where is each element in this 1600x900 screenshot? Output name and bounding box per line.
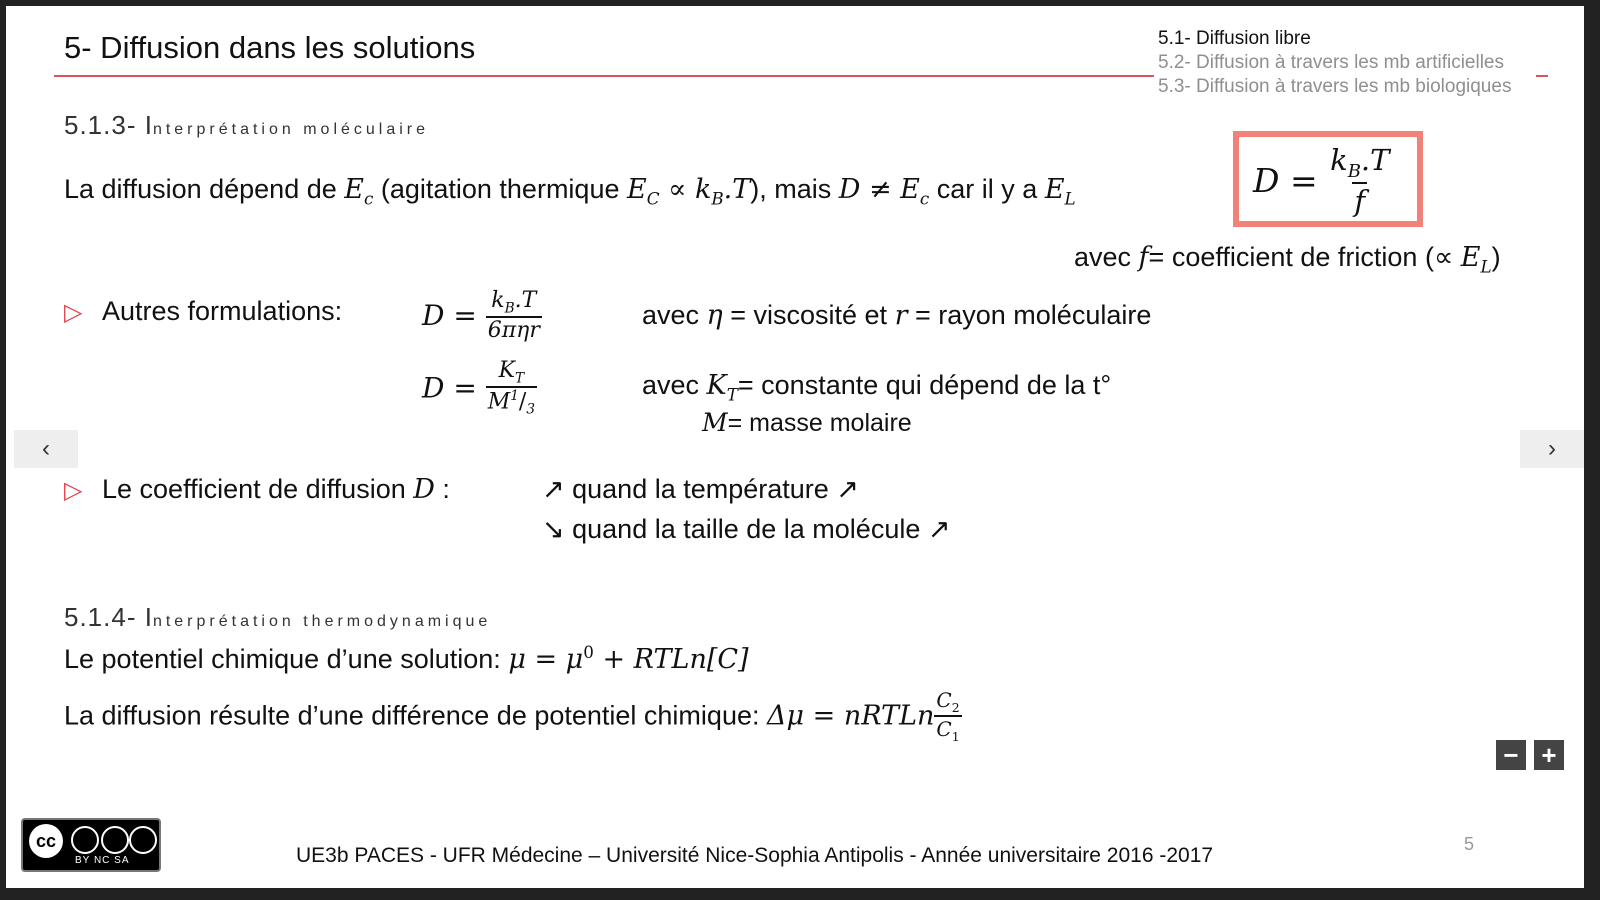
highlighted-formula-box bbox=[1233, 131, 1423, 227]
license-labels: BY NC SA bbox=[75, 855, 130, 866]
autres-formulations-label: Autres formulations: bbox=[102, 296, 343, 326]
friction-coefficient-note: avec f= coefficient de friction (∝ $E_L$) bbox=[1074, 242, 1501, 277]
formula-kt-molar-mass: D = $\frac{K_T}{M^1/_3}$ bbox=[422, 358, 536, 419]
by-icon bbox=[71, 826, 99, 854]
chemical-potential-line: Le potentiel chimique d’une solution: $\mu = \mu^0$ + RTLn[C] bbox=[64, 642, 749, 675]
nav-marker bbox=[1536, 75, 1548, 77]
zoom-out-button[interactable] bbox=[1496, 740, 1526, 770]
cc-logo-icon: cc bbox=[29, 824, 63, 858]
minus-icon: − bbox=[1503, 740, 1519, 770]
section-heading-thermodynamic: 5.1.4- Interprétation thermodynamique bbox=[64, 602, 492, 632]
kt-description: avec $K_T=$ constante qui dépend de la t° bbox=[642, 370, 1112, 405]
previous-slide-button[interactable] bbox=[14, 430, 78, 468]
slide-title: 5- Diffusion dans les solutions bbox=[64, 30, 476, 65]
viscosity-description: avec η = viscosité et r = rayon moléculaire bbox=[642, 300, 1152, 331]
footer-text: UE3b PACES - UFR Médecine – Université Nice-Sophia Antipolis - Année universitaire 2016 -2017 bbox=[296, 844, 1214, 867]
title-rule bbox=[54, 75, 1154, 77]
creative-commons-license-badge bbox=[21, 818, 161, 872]
chevron-right-icon: › bbox=[1548, 435, 1556, 462]
temperature-effect: ↗ quand la température ↗ bbox=[542, 474, 859, 504]
nav-item-diffusion-libre[interactable]: 5.1- Diffusion libre bbox=[1158, 28, 1311, 49]
section-heading-molecular: 5.1.3- Interprétation moléculaire bbox=[64, 110, 430, 140]
page-number: 5 bbox=[1464, 834, 1475, 854]
nc-icon bbox=[101, 826, 129, 854]
formula-d-kbt-f: D = $\frac{k_B.T}{f}$ bbox=[1253, 143, 1390, 218]
molar-mass-description: M= masse molaire bbox=[702, 408, 912, 437]
plus-icon: + bbox=[1541, 740, 1557, 770]
molecule-size-effect: ↘ quand la taille de la molécule ↗ bbox=[542, 514, 951, 544]
diffusion-coefficient-label: Le coefficient de diffusion D : bbox=[102, 474, 450, 505]
nav-item-mb-biologiques[interactable]: 5.3- Diffusion à travers les mb biologiques bbox=[1158, 76, 1512, 97]
bullet-triangle-icon: ▷ bbox=[64, 477, 83, 504]
chevron-left-icon: ‹ bbox=[42, 435, 50, 462]
sa-icon bbox=[129, 826, 157, 854]
diffusion-dependence-line: La diffusion dépend de $E_c$ (agitation thermique $E_C \propto k_B.T$), mais $D \ne E_c$ car il y a $E_L$ bbox=[64, 174, 1076, 209]
formula-stokes-einstein: D = $\frac{k_B.T}{\text{6πηr}}$ bbox=[422, 288, 540, 344]
diffusion-result-line: La diffusion résulte d’une différence de potentiel chimique: Δμ = nRTLn $\frac{C_2}{C_1}$ bbox=[64, 688, 960, 744]
slide bbox=[6, 6, 1584, 888]
nav-item-mb-artificielles[interactable]: 5.2- Diffusion à travers les mb artificielles bbox=[1158, 52, 1504, 73]
bullet-triangle-icon: ▷ bbox=[64, 299, 83, 326]
zoom-in-button[interactable] bbox=[1534, 740, 1564, 770]
next-slide-button[interactable] bbox=[1520, 430, 1584, 468]
